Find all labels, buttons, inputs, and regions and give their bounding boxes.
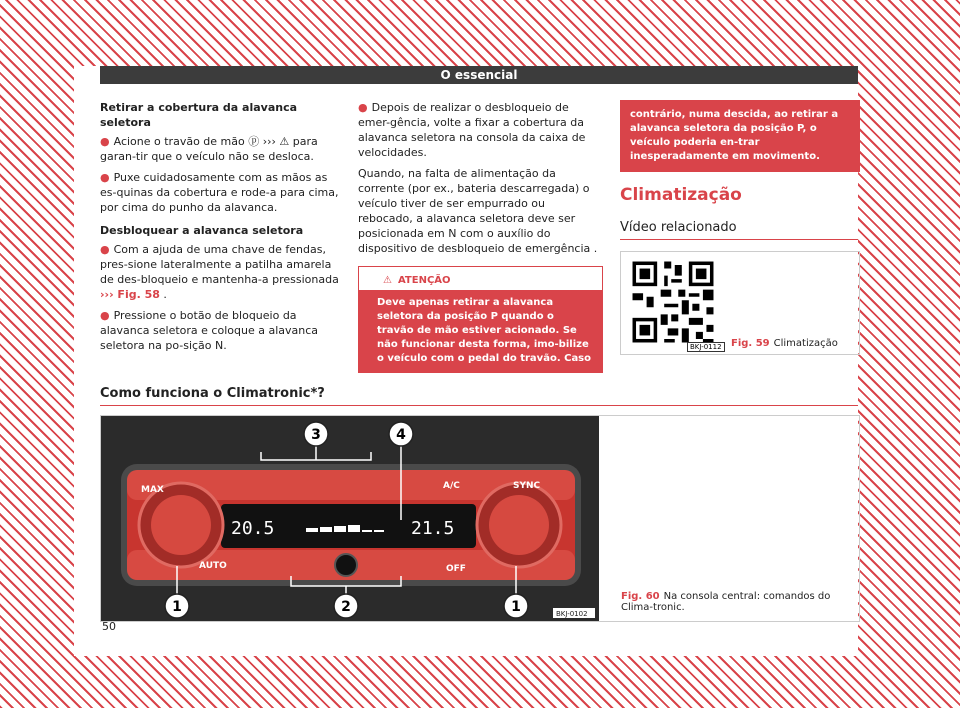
bullet-icon: ● [100, 171, 110, 184]
callout-4: 4 [396, 427, 406, 443]
callout-3: 3 [311, 427, 321, 443]
bullet-4: ● Pressione o botão de bloqueio da alavanca seletora e coloque a alavanca seletora na po-sição N. [100, 309, 319, 352]
figure-60 [100, 415, 860, 622]
climatronic-panel-image [101, 416, 599, 621]
bullet-1: ● Acione o travão de mão ⓟ ››› ⚠ para garan-tir que o veículo não se desloca. [100, 135, 318, 163]
warning-icon: ⚠ [383, 275, 392, 286]
figure-59 [620, 251, 860, 355]
figure-60-code: BKJ-0102 [556, 610, 588, 618]
max-defrost-button[interactable]: MAX [141, 485, 164, 495]
bullet-icon: ● [100, 243, 110, 256]
subtitle-related-video: Vídeo relacionado [620, 220, 858, 240]
callout-2: 2 [341, 599, 351, 615]
bullet-icon: ● [100, 135, 110, 148]
climatronic-panel-drawing [101, 416, 599, 621]
warning-header: ⚠ ATENÇÃO [359, 267, 602, 290]
qr-code-icon[interactable] [629, 258, 717, 346]
temp-left-display: 20.5 [231, 518, 275, 539]
bullet-5: ● Depois de realizar o desbloqueio de emer-gência, volte a fixar a cobertura da alavanca seletora na consola da caixa de velocidades. [358, 101, 586, 159]
sync-button[interactable]: SYNC [513, 481, 541, 491]
heading-unlock-lever: Desbloquear a alavanca seletora [100, 224, 304, 237]
figure-60-caption: Fig. 60 Na consola central: comandos do Clima-tronic. [621, 591, 831, 613]
column-2 [358, 100, 603, 373]
figure-59-caption: Fig. 59 Climatização [731, 338, 838, 349]
off-button[interactable]: OFF [446, 564, 466, 574]
warning-continuation: contrário, numa descida, ao retirar a alavanca seletora da posição P, o veículo poderia en-trar inesperadamente em movimento. [620, 100, 860, 172]
fig-58-link[interactable]: ››› Fig. 58 [100, 288, 160, 301]
callout-1-right: 1 [511, 599, 521, 615]
column-3 [620, 100, 860, 172]
temp-right-display: 21.5 [411, 518, 455, 539]
section-title-climatronic: Como funciona o Climatronic*? [100, 386, 858, 406]
bullet-icon: ● [358, 101, 368, 114]
page-number: 50 [102, 620, 116, 633]
section-title-climate: Climatização [620, 185, 742, 205]
bullet-2: ● Puxe cuidadosamente com as mãos as es-quinas da cobertura e rode-a para cima, por cima do punho da alavanca. [100, 171, 339, 214]
warning-box [358, 266, 603, 373]
bullet-icon: ● [100, 309, 110, 322]
warning-text: Deve apenas retirar a alavanca seletora da posição P quando o travão de mão estiver acionado. Se não funcionar desta forma, imo-bilize o veículo com o pedal do travão. Caso [359, 290, 602, 372]
column-1 [100, 100, 342, 359]
heading-remove-cover: Retirar a cobertura da alavanca seletora [100, 101, 298, 129]
callout-1-left: 1 [172, 599, 182, 615]
paragraph-power-failure: Quando, na falta de alimentação da corrente (por ex., bateria descarregada) o veículo tiver de ser empurrado ou rebocado, a alavanca seletora deve ser posicionada em N com o auxílio do dispositivo de desbloqueio de emergência . [358, 167, 598, 255]
auto-button[interactable]: AUTO [199, 561, 227, 571]
ac-button[interactable]: A/C [443, 481, 460, 491]
bullet-3: ● Com a ajuda de uma chave de fendas, pres-sione lateralmente a patilha amarela de des-bloqueio e mantenha-a pressionada ››› Fig. 58 . [100, 243, 339, 301]
page-header: O essencial [100, 66, 858, 84]
qr-code-label: BKJ-0112 [687, 342, 725, 352]
